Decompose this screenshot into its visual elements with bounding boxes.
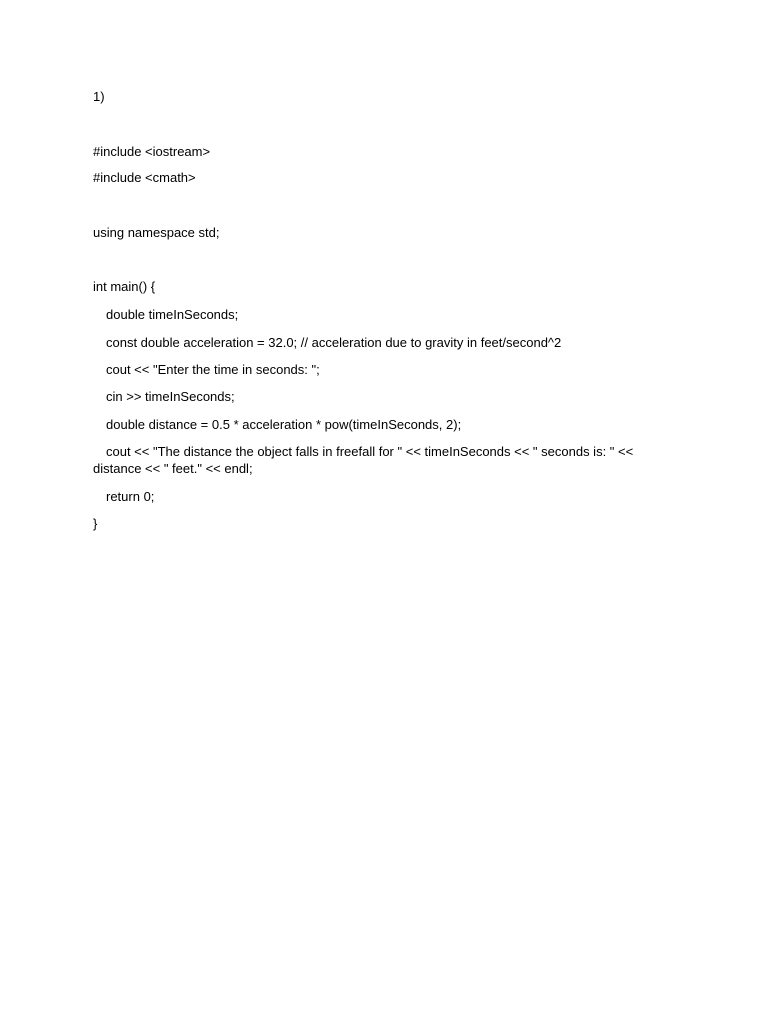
code-line-return: return 0; [106,489,155,504]
code-line-read-input: cin >> timeInSeconds; [106,389,235,404]
code-line-declare-time: double timeInSeconds; [106,307,239,322]
code-line-result-output [93,443,638,477]
code-line-include-cmath: #include <cmath> [93,170,196,185]
question-number: 1) [93,89,105,104]
code-line-closing-brace: } [93,516,98,531]
code-line-compute-distance: double distance = 0.5 * acceleration * pow(timeInSeconds, 2); [106,417,462,432]
code-line-prompt-output: cout << "Enter the time in seconds: "; [106,362,320,377]
code-line-include-iostream: #include <iostream> [93,144,211,159]
code-line-main-signature: int main() { [93,279,156,294]
code-line-const-acceleration: const double acceleration = 32.0; // acceleration due to gravity in feet/second^2 [106,335,562,350]
code-line-result-output-text: cout << "The distance the object falls in freefall for " << timeInSeconds << " seconds is: " << distance << " feet." << endl; [93,444,637,476]
code-line-using-namespace: using namespace std; [93,225,220,240]
